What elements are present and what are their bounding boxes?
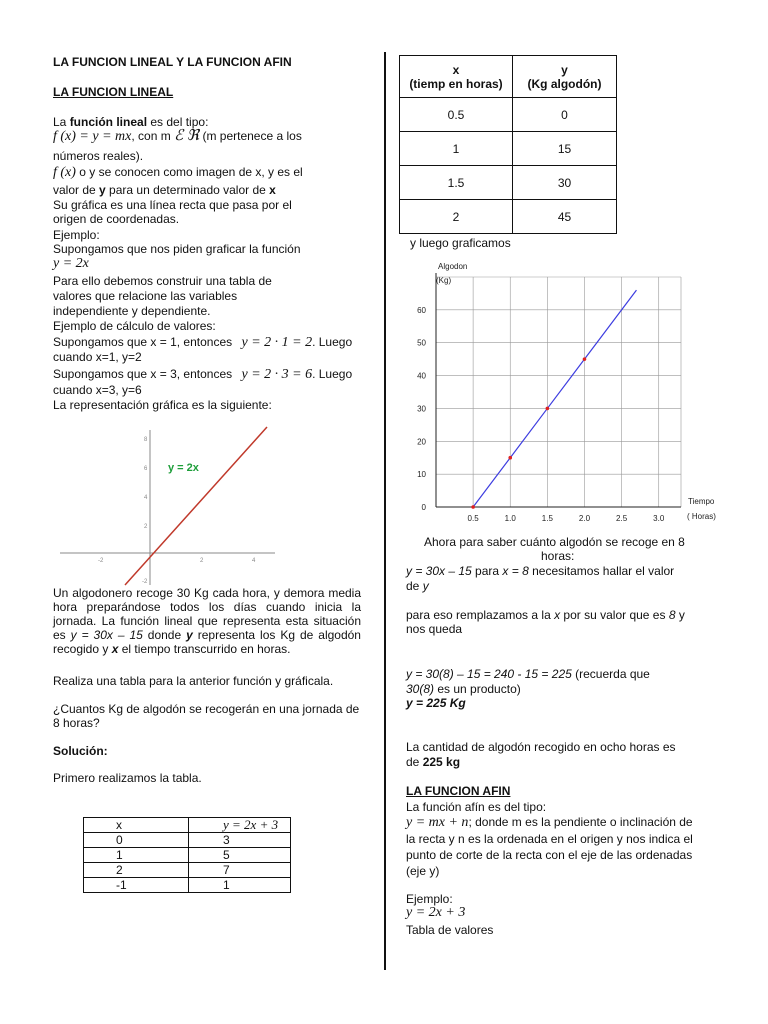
y-tick-label: 10 [417, 470, 426, 480]
mini-x-tick-0: -2 [98, 558, 104, 564]
x-tick-label: 1.5 [541, 514, 553, 523]
table-header-x: x (tiemp en horas) [400, 56, 513, 98]
table-row [84, 818, 291, 833]
fx-line-2: valor de y para un determinado valor de x [53, 183, 276, 197]
series-line [473, 290, 636, 507]
x-tick-label: 2.0 [578, 514, 591, 523]
table-text-1: Para ello debemos construir una tabla de [53, 274, 272, 288]
formula-line: f (x) = y = mx, con m ℰ ℜ (m pertenece a los [53, 128, 302, 144]
explain-line-2: horas: [541, 549, 575, 563]
afin-line-2: y = mx + n; donde m es la pendiente o inclinación de [406, 815, 693, 830]
example-text: Supongamos que nos piden graficar la función [53, 242, 301, 256]
table-cell: 7 [189, 863, 291, 878]
table-header-x: x [84, 818, 189, 833]
mini-line-y-2x [125, 427, 267, 585]
table-row [400, 132, 617, 166]
table-row [84, 833, 291, 848]
afin-table-label: Tabla de valores [406, 923, 494, 937]
calc1-line: Supongamos que x = 1, entonces y = 2 · 1 = 2. Luego [53, 335, 353, 350]
table-cell: 1.5 [400, 166, 513, 200]
formula-note-line: números reales). [53, 149, 144, 163]
y-tick-label: 20 [417, 437, 426, 447]
example-label: Ejemplo: [53, 228, 100, 242]
afin-example-label: Ejemplo: [406, 892, 453, 906]
table-cell: 15 [513, 132, 617, 166]
replace-line-2: nos queda [406, 622, 463, 636]
table-cell: 30 [513, 166, 617, 200]
mini-y-tick-0: 8 [144, 437, 148, 443]
example-formula: y = 2x [53, 256, 89, 271]
table-cell: 0.5 [400, 98, 513, 132]
table-cell: 2 [84, 863, 189, 878]
chart-xlabel-2: ( Horas) [687, 512, 716, 521]
table-header-y: y = 2x + 3 [189, 818, 291, 833]
mini-y-tick-4: -2 [142, 579, 148, 585]
table-row [400, 56, 617, 98]
explain-line-1: Ahora para saber cuánto algodón se recoge en 8 [424, 535, 685, 549]
table-cell: -1 [84, 878, 189, 893]
data-point [583, 357, 587, 361]
table-cell: 1 [84, 848, 189, 863]
table-text-3: independiente y dependiente. [53, 304, 211, 318]
mini-y-tick-3: 2 [144, 524, 148, 530]
fx-line: f (x) o y se conocen como imagen de x, y es el [53, 165, 303, 180]
calc-note-line: 30(8) es un producto) [406, 682, 521, 696]
mini-x-tick-1: 2 [200, 558, 204, 564]
table-text-2: valores que relacione las variables [53, 289, 238, 303]
chart-xlabel-1: Tiempo [688, 497, 715, 506]
equation-line: y = 30x – 15 para x = 8 necesitamos hallar el valor [406, 564, 675, 578]
mini-y-tick-1: 6 [144, 466, 148, 472]
equation-line-2: de y [406, 579, 429, 593]
small-value-table [83, 817, 291, 893]
table-cell: 1 [400, 132, 513, 166]
data-point [508, 456, 512, 460]
x-tick-label: 0.5 [467, 514, 479, 523]
result-line: y = 225 Kg [406, 696, 466, 710]
table-cell: 3 [189, 833, 291, 848]
table-cell: 5 [189, 848, 291, 863]
column-divider [384, 52, 386, 970]
section-title-afin: LA FUNCION AFIN [406, 784, 511, 798]
calc2-line-2: cuando x=3, y=6 [53, 383, 142, 397]
afin-example-formula: y = 2x + 3 [406, 905, 466, 920]
replace-line-1: para eso remplazamos a la x por su valor que es 8 y [406, 608, 685, 622]
table-row [84, 878, 291, 893]
y-tick-label: 60 [417, 305, 426, 315]
chart-ylabel-2: (Kg) [436, 276, 452, 285]
y-tick-label: 40 [417, 371, 426, 381]
x-tick-label: 3.0 [653, 514, 665, 523]
table-row [84, 863, 291, 878]
x-tick-label: 2.5 [616, 514, 628, 523]
then-graph-text: y luego graficamos [410, 236, 511, 250]
afin-line-4: punto de corte de la recta con el eje de las ordenadas [406, 848, 693, 862]
y-tick-label: 50 [417, 338, 426, 348]
table-cell: 45 [513, 200, 617, 234]
x-tick-label: 1.0 [504, 514, 516, 523]
mini-chart-y-2x [60, 425, 280, 590]
graph-text-2: origen de coordenadas. [53, 212, 180, 226]
problem-paragraph: Un algodonero recoge 30 Kg cada hora, y demora media hora preparándose todos los días cuando inicia la jornada. La función lineal que representa esta situación es y = 30x – 15 donde y representa los Kg de algodón recogido y x el tiempo transcurrido en horas. [53, 586, 361, 656]
chart-ylabel-1: Algodon [438, 262, 468, 271]
table-cell: 0 [84, 833, 189, 848]
afin-line-5: (eje y) [406, 864, 440, 878]
afin-line-3: la recta y n es la ordenada en el origen y nos indica el [406, 832, 693, 846]
table-row [84, 848, 291, 863]
conclusion-line-1: La cantidad de algodón recogido en ocho horas es [406, 740, 676, 754]
intro-line: La función lineal es del tipo: [53, 115, 209, 129]
page-title: LA FUNCION LINEAL Y LA FUNCION AFIN [53, 55, 292, 69]
afin-line-1: La función afín es del tipo: [406, 800, 547, 814]
data-point [471, 505, 475, 509]
mini-x-tick-2: 4 [252, 558, 256, 564]
representation-text: La representación gráfica es la siguiente: [53, 398, 272, 412]
table-row [400, 166, 617, 200]
section-title-lineal: LA FUNCION LINEAL [53, 85, 174, 99]
calc-line: y = 30(8) – 15 = 240 - 15 = 225 (recuerda que [406, 667, 650, 681]
task-text: Realiza una tabla para la anterior función y gráficala. [53, 674, 334, 688]
graph-text-1: Su gráfica es una línea recta que pasa por el [53, 198, 292, 212]
solution-label: Solución: [53, 744, 108, 758]
calc-label: Ejemplo de cálculo de valores: [53, 319, 216, 333]
question-text: ¿Cuantos Kg de algodón se recogerán en una jornada de 8 horas? [53, 702, 360, 730]
y-tick-label: 0 [421, 503, 426, 512]
calc1-line-2: cuando x=1, y=2 [53, 350, 142, 364]
table-row [400, 98, 617, 132]
data-point [546, 407, 550, 411]
first-step-text: Primero realizamos la tabla. [53, 771, 202, 785]
conclusion-line-2: de 225 kg [406, 755, 461, 769]
table-row [400, 200, 617, 234]
values-table [399, 55, 617, 234]
mini-chart-label: y = 2x [168, 462, 199, 474]
cotton-chart [396, 255, 726, 527]
mini-y-tick-2: 4 [144, 495, 148, 501]
y-tick-label: 30 [417, 404, 426, 414]
table-cell: 0 [513, 98, 617, 132]
calc2-line: Supongamos que x = 3, entonces y = 2 · 3 = 6. Luego [53, 367, 353, 382]
table-cell: 2 [400, 200, 513, 234]
table-cell: 1 [189, 878, 291, 893]
table-header-y: y (Kg algodón) [513, 56, 617, 98]
